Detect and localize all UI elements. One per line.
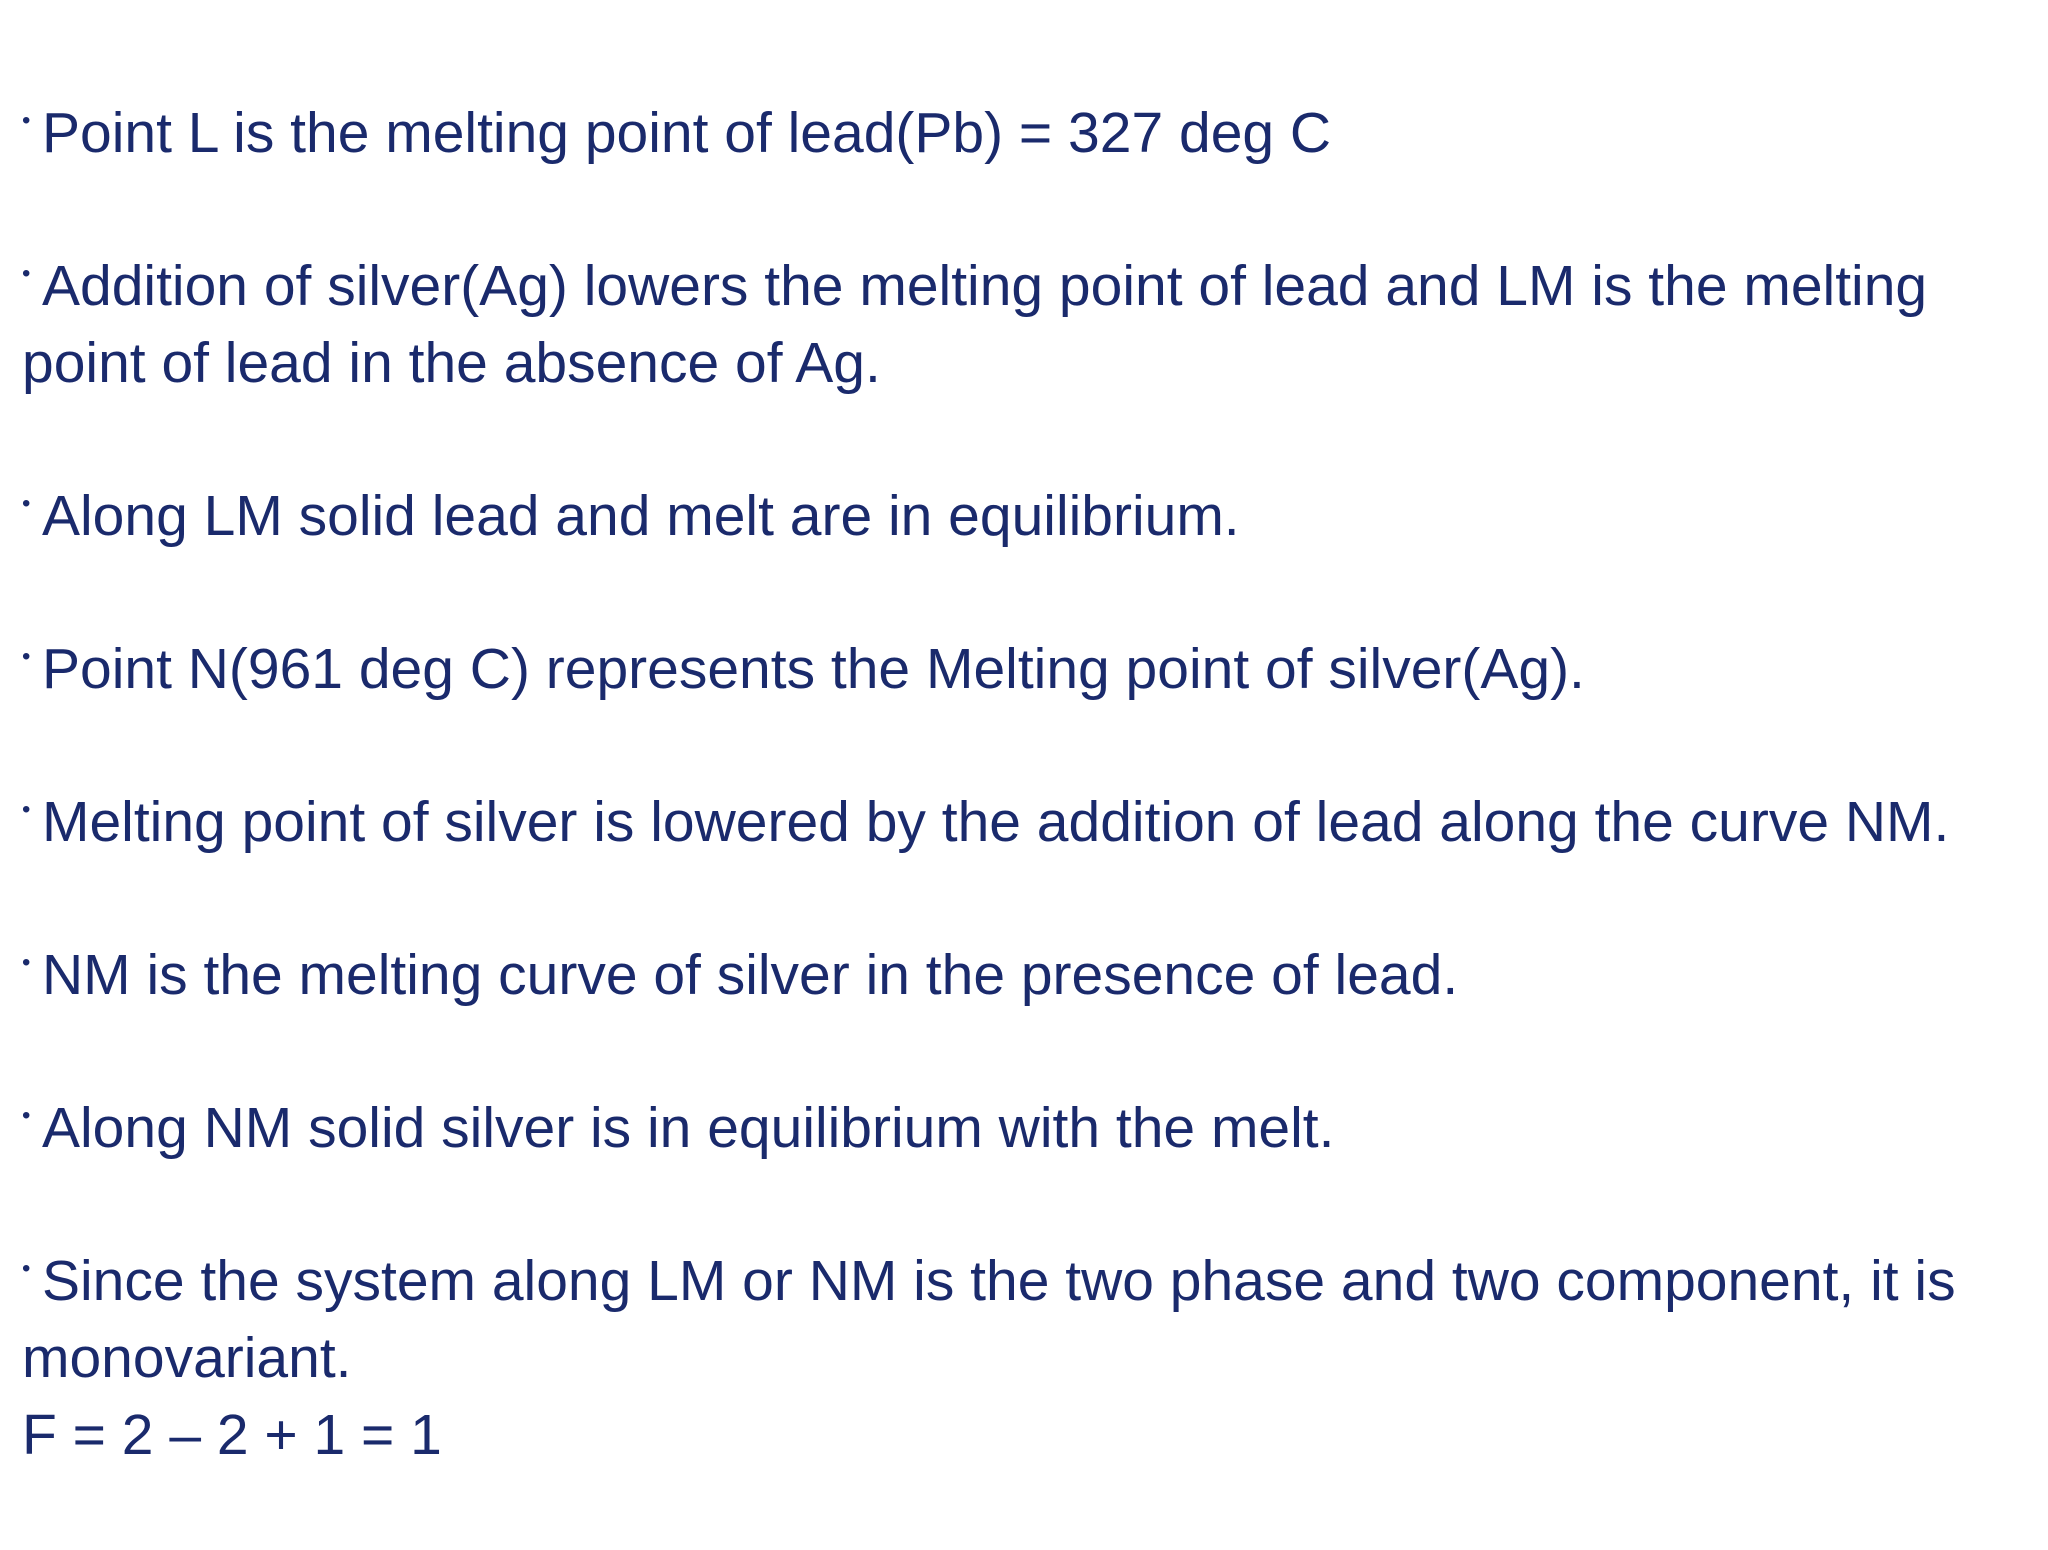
bullet-text: Along LM solid lead and melt are in equilibrium. — [42, 484, 1240, 548]
bullet-item — [22, 1090, 2022, 1167]
bullet-text: Addition of silver(Ag) lowers the melting point of lead and LM is the melting — [42, 254, 1928, 318]
bullet-item — [22, 631, 2022, 708]
bullet-text: Point N(961 deg C) represents the Melting point of silver(Ag). — [42, 637, 1585, 701]
bullet-item — [22, 95, 2022, 172]
bullet-text: Melting point of silver is lowered by the addition of lead along the curve NM. — [42, 790, 1950, 854]
bullet-text: NM is the melting curve of silver in the presence of lead. — [42, 943, 1459, 1007]
bullet-text: Along NM solid silver is in equilibrium with the melt. — [42, 1096, 1335, 1160]
bullet-item — [22, 478, 2022, 555]
degrees-of-freedom-formula: F = 2 – 2 + 1 = 1 — [22, 1403, 442, 1467]
bullet-dot-icon: • — [22, 1255, 31, 1282]
bullet-text-continuation: point of lead in the absence of Ag. — [22, 331, 881, 395]
bullet-dot-icon: • — [22, 490, 31, 517]
bullet-dot-icon: • — [22, 796, 31, 823]
bullet-item — [22, 937, 2022, 1014]
bullet-dot-icon: • — [22, 260, 31, 287]
bullet-item — [22, 784, 2022, 861]
bullet-list — [22, 95, 2022, 1550]
bullet-dot-icon: • — [22, 949, 31, 976]
bullet-text-continuation: monovariant. — [22, 1326, 352, 1390]
bullet-dot-icon: • — [22, 1102, 31, 1129]
bullet-item — [22, 1243, 2022, 1474]
bullet-dot-icon: • — [22, 643, 31, 670]
bullet-text: Point L is the melting point of lead(Pb) = 327 deg C — [42, 101, 1332, 165]
bullet-dot-icon: • — [22, 107, 31, 134]
bullet-item — [22, 248, 2022, 402]
bullet-text: Since the system along LM or NM is the two phase and two component, it is — [42, 1249, 1956, 1313]
